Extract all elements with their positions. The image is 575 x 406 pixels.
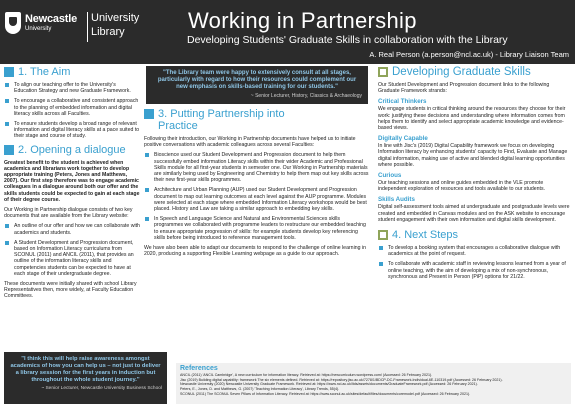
list-item: Architecture and Urban Planning (AUP) used our Student Development and Progression document to map out learning outcomes at each level against the AUP programme. Modules were selected at each stage where embedded Information Literacy workshops would be best placed. History and Law are taking a similar approach to embedding key skills. [144,187,369,212]
list-item: In Speech and Language Science and Natural and Environmental Sciences skills programmes we collaborated with programme leaders to restructure our embedded teaching to ensure appropriate progression of skills: for example students develop key referencing skills before being introduced to reference management tools. [144,216,369,241]
reference-item: Newcastle University (2020) Newcastle University Graduate Framework. Retrieved at: https://www.ncl.ac.uk/ltds/assets/documents/GraduateFramework.pdf (Accessed: 26 February 2021). [180,382,478,387]
dialogue-paragraph: Greatest benefit to the student is achieved when academics and librarians work together to develop appropriate training (Peters, Jones and Matthews, 2007). Our first step therefore was to engage academic colleagues in a dialogue around both our offer and the skills students could be expected to gain at each stage of their degree course. [4,159,140,203]
dialogue-heading: 2. Opening a dialogue [4,144,140,156]
column-left [4,66,140,300]
strand-title: Skills Audits [378,196,415,204]
strand-title: Curious [378,172,402,180]
poster-header [0,0,575,64]
poster-subtitle: Developing Students' Graduate Skills in collaboration with the Library [187,34,508,46]
references-heading: References [180,365,218,372]
strand-text: In line with Jisc's (2019) Digital Capability framework we focus on developing Information literacy by enhancing students' capacity to Find, Evaluate and Manage digital information, making use of active and blended digital learning opportunities where possible. [378,143,568,168]
list-item: To develop a booking system that encourages a collaborative dialogue with academics at the point of request. [378,245,571,257]
dialogue-paragraph: These documents were initially shared with school Library Representatives then, more widely, at Faculty Education Committees. [4,281,137,300]
next-steps-heading: 4. Next Steps [378,229,571,241]
strand-title: Critical Thinkers [378,98,427,106]
strand-text: We engage students in critical thinking around the resources they choose for their work: justifying these decisions and understanding where information comes from helps them to identify and select appropriate academic knowledge and evidence-based views. [378,106,566,132]
column-middle [144,108,369,257]
graduate-heading: Developing Graduate Skills [378,66,571,78]
crest-icon [5,12,21,34]
list-item: To encourage a collaborative and consistent approach to the planning of embedded information and digital literacy skills across all Faculties. [4,98,140,117]
references-panel [176,363,571,404]
poster-title: Working in Partnership [188,8,417,33]
partnership-paragraph: Following their introduction, our Working in Partnership documents have helped us to initiate positive conversations with academic colleagues across several Faculties: [144,136,356,149]
logo-name: Newcastle [25,13,78,25]
logo-sub: University [25,26,52,32]
university-logo [5,12,140,52]
square-icon [144,109,154,119]
partnership-list [144,152,369,241]
reference-item: Peters, E., Jones, D. and Matthews, G. (2007) 'Teaching Information Literacy', Library Trends, 55(4). [180,387,340,392]
poster-authors: A. Real Person (a.person@ncl.ac.uk) - Library Liaison Team [369,50,569,59]
column-right [378,66,571,284]
square-icon [4,145,14,155]
list-item: Bioscience used our Student Development and Progression document to help them successfully embed information Literacy skills within their wider Academic and Professional Skills module for all first-year students in semester one. Our Working in Partnership materials are similarly being used by Engineering and Chemistry to help them map out key skills across their new first-year skills programmes. [144,152,369,183]
reference-item: Jisc (2019) Building digital capability: framework The six elements defined. Retrieved at: https://repository.jisc.ac.uk/7278/1/BDCP-DC-Framework-Individual-6E-110319.pdf (Accessed: 26 February 2021). [180,377,503,382]
dialogue-list [4,223,140,277]
next-steps-list [378,245,571,280]
quote-text: "I think this will help raise awareness amongst academics of how you can help us – not just to deliver a library session for the first years in induction but throughout the whole student journey." [10,356,161,383]
aim-heading: 1. The Aim [4,66,140,78]
graduate-intro: Our Student Development and Progression document links to the following Graduate Framework strands: [378,82,550,95]
reference-item: ANCIL (2011) 'ANCIL Cambridge', A new curriculum for information literacy. Retrieved at: https://newcurriculum.wordpress.com/ (Accessed: 26 February 2021). [180,373,433,377]
quote-top [146,66,368,104]
square-icon [4,67,14,77]
list-item: An outline of our offer and how we can collaborate with academics and students. [4,223,140,235]
aim-list [4,82,140,140]
list-item: A Student Development and Progression document, based on Information Literacy curriculums from SCONUL (2011) and ANCIL (2011), that provides an outline of the information literacy skills and competencies students can be expected to have at each stage of their undergraduate degree. [4,240,140,277]
quote-bottom [4,352,167,404]
logo-divider [87,12,88,42]
logo-line-2: Library [91,26,125,38]
list-item: To align our teaching offer to the University's Education Strategy and new Graduate Framework. [4,82,140,94]
quote-attribution: ~ Senior Lecturer, Newcastle University Business School [41,386,162,391]
partnership-heading: 3. Putting Partnership into Practice [144,108,369,132]
partnership-paragraph: We have also been able to adapt our documents to respond to the challenge of online learning in 2020, producing a supporting Flexible Learning webpage as a guide to our approach. [144,245,366,258]
list-item: To ensure students develop a broad range of relevant information and digital literacy skills at a pace suited to their stage and course of study. [4,121,140,140]
strand-title: Digitally Capable [378,135,428,143]
reference-item: SCONUL (2011) The SCONUL Seven Pillars of Information Literacy. Retrieved at: https://www.sconul.ac.uk/sites/default/files/documents/coremodel.pdf (Accessed: 26 February 2021). [180,391,471,396]
strand-text: Our teaching sessions and online guides embedded in the VLE promote independent exploration of resources and tools available to our students. [378,180,545,193]
list-item: To collaborate with academic staff in reviewing lessons learned from a year of online teaching, with the aim of developing a mix of non-synchronous, synchronous and Present in Person (PiP) options for 21/22. [378,261,571,280]
square-icon [378,230,388,240]
dialogue-paragraph: Our Working in Partnership dialogue consists of two key documents that are available from the Library website: [4,207,133,220]
square-icon [378,67,388,77]
quote-attribution: ~ Senior Lecturer, History, Classics & Archaeology [250,92,362,99]
logo-line-1: University [91,12,140,24]
strand-text: Digital self-assessment tools aimed at undergraduate and postgraduate levels were created and embedded in Canvas modules and on the ASK website to encourage student engagement with their own information and digital skills development. [378,204,570,223]
quote-text: "The Library team were happy to extensively consult at all stages, particularly with regard to how their resources could complement our new emphasis on skills-based training for our students." [157,70,357,91]
